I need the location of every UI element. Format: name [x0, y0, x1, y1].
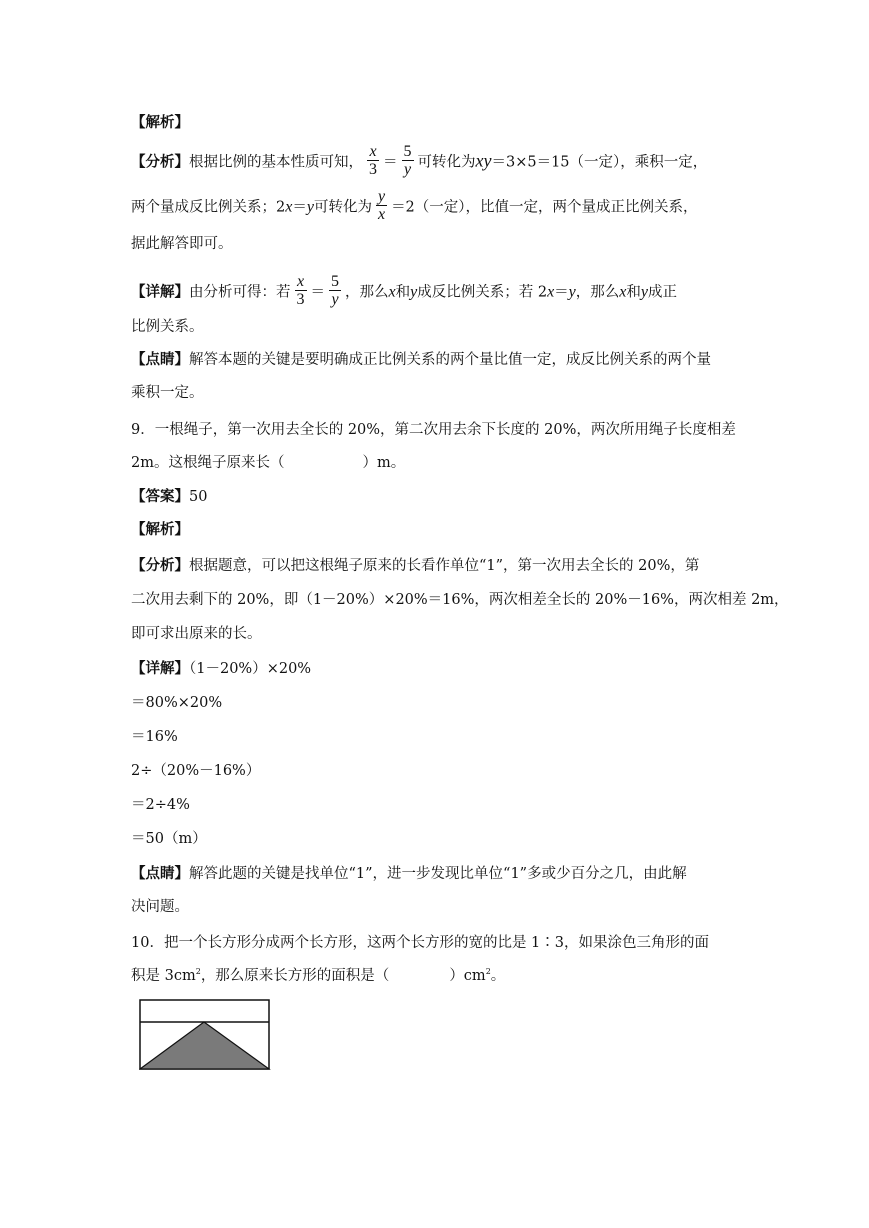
q9-solution-step-2: ＝80%×20%	[131, 695, 223, 711]
fraction-numerator: x	[295, 273, 307, 291]
fraction-denominator: y	[331, 291, 339, 308]
fraction-numerator: 5	[403, 143, 412, 160]
key-point-tag: 【点睛】	[131, 352, 189, 368]
key-point-line-1	[131, 350, 711, 370]
text: （1－20%）×20%	[189, 661, 312, 677]
math-x: x	[388, 283, 396, 301]
fraction-denominator: x	[377, 206, 386, 223]
fraction-y-over-x	[376, 188, 387, 223]
superscript: 2	[195, 967, 201, 977]
text: 根据比例的基本性质可知，	[189, 154, 363, 171]
fraction-x-over-3	[295, 273, 307, 308]
q9-analysis-line-3: 即可求出原来的长。	[131, 626, 262, 642]
text: 2m。这根绳子原来长（	[131, 455, 285, 471]
text: 根据题意，可以把这根绳子原来的长看作单位“1”，第一次用去全长的 20%，第	[189, 558, 700, 574]
math-y: y	[640, 283, 648, 301]
q9-key-point-line-2: 决问题。	[131, 899, 189, 915]
text: ，那么	[575, 284, 620, 301]
text: 由分析可得：若	[189, 284, 291, 301]
question-9-line-1: 9．一根绳子，第一次用去全长的 20%，第二次用去余下长度的 20%，两次所用绳子长度相差	[131, 422, 736, 438]
q9-solution-step-5: ＝2÷4%	[131, 797, 190, 813]
superscript: 2	[485, 967, 491, 977]
fraction-5-over-y	[329, 273, 341, 308]
text: ，那么	[345, 284, 389, 301]
q9-analysis-line-1	[131, 556, 699, 576]
text: ）cm	[449, 968, 486, 984]
solution-tag: 【详解】	[131, 661, 189, 677]
math-x: x	[285, 198, 293, 216]
text: 可转化为	[313, 199, 372, 216]
analysis-heading: 【解析】	[131, 522, 189, 538]
analysis-tag: 【分析】	[131, 154, 189, 171]
text: ）m。	[362, 455, 406, 471]
question-10-line-1: 10．把一个长方形分成两个长方形，这两个长方形的宽的比是 1∶3，如果涂色三角形的面	[131, 935, 710, 951]
fraction-denominator: 3	[369, 161, 377, 178]
math-y: y	[306, 198, 314, 216]
math-y: y	[410, 283, 418, 301]
equals-sign: ＝	[292, 199, 307, 216]
text: 解答此题的关键是找单位“1”，进一步发现比单位“1”多或少百分之几，由此解	[189, 866, 687, 882]
text: 可转化为	[417, 154, 476, 171]
text: ＝2（一定），比值一定，两个量成正比例关系，	[391, 199, 698, 216]
fraction-denominator: y	[403, 161, 412, 178]
question-9-line-2	[131, 453, 405, 473]
answer-tag: 【答案】	[131, 489, 189, 505]
detailed-solution-line-2: 比例关系。	[131, 319, 204, 335]
key-point-tag: 【点睛】	[131, 866, 189, 882]
text: 和	[626, 284, 641, 301]
fraction-numerator: 5	[331, 273, 339, 290]
fraction-numerator: x	[367, 143, 379, 161]
text: 解答本题的关键是要明确成正比例关系的两个量比值一定，成反比例关系的两个量	[189, 352, 711, 368]
q9-solution-step-3: ＝16%	[131, 729, 178, 745]
solution-tag: 【详解】	[131, 284, 189, 301]
fraction-denominator: 3	[296, 291, 305, 308]
equals-sign: ＝	[554, 284, 569, 301]
math-xy: xy	[475, 150, 492, 171]
q9-analysis-line-2: 二次用去剩下的 20%，即（1－20%）×20%＝16%，两次相差全长的 20%－16%，两次相差 2m，	[131, 592, 789, 608]
equals-sign: ＝	[383, 154, 398, 171]
answer-value: 50	[189, 489, 208, 505]
equals-sign: ＝	[310, 284, 325, 301]
analysis-paragraph-line-1	[131, 145, 707, 180]
analysis-paragraph-line-3: 据此解答即可。	[131, 236, 233, 252]
fraction-5-over-y	[402, 143, 414, 178]
q9-key-point-line-1	[131, 864, 687, 884]
text: 成反比例关系；若 2	[417, 284, 548, 301]
math-x: x	[619, 283, 627, 301]
text: ＝3×5＝15（一定），乘积一定，	[491, 154, 708, 171]
q9-solution-step-1	[131, 659, 311, 679]
rectangle-figure	[139, 999, 271, 1071]
fraction-x-over-3	[367, 143, 379, 178]
text: 和	[395, 284, 411, 301]
text: ，那么原来长方形的面积是（	[200, 968, 390, 984]
analysis-heading: 【解析】	[131, 115, 189, 131]
math-y: y	[568, 283, 576, 301]
text: 。	[490, 968, 506, 984]
key-point-line-2: 乘积一定。	[131, 385, 204, 401]
answer-line	[131, 487, 207, 507]
text: 积是 3cm	[131, 968, 196, 984]
text: 成正	[648, 284, 677, 301]
q9-solution-step-4: 2÷（20%－16%）	[131, 763, 261, 779]
detailed-solution-line-1	[131, 275, 677, 310]
question-10-line-2	[131, 966, 505, 986]
analysis-tag: 【分析】	[131, 558, 189, 574]
math-x: x	[547, 283, 555, 301]
q9-solution-step-6: ＝50（m）	[131, 831, 207, 847]
analysis-paragraph-line-2	[131, 190, 698, 225]
text: 两个量成反比例关系；2	[131, 199, 286, 216]
fraction-numerator: y	[377, 188, 386, 205]
